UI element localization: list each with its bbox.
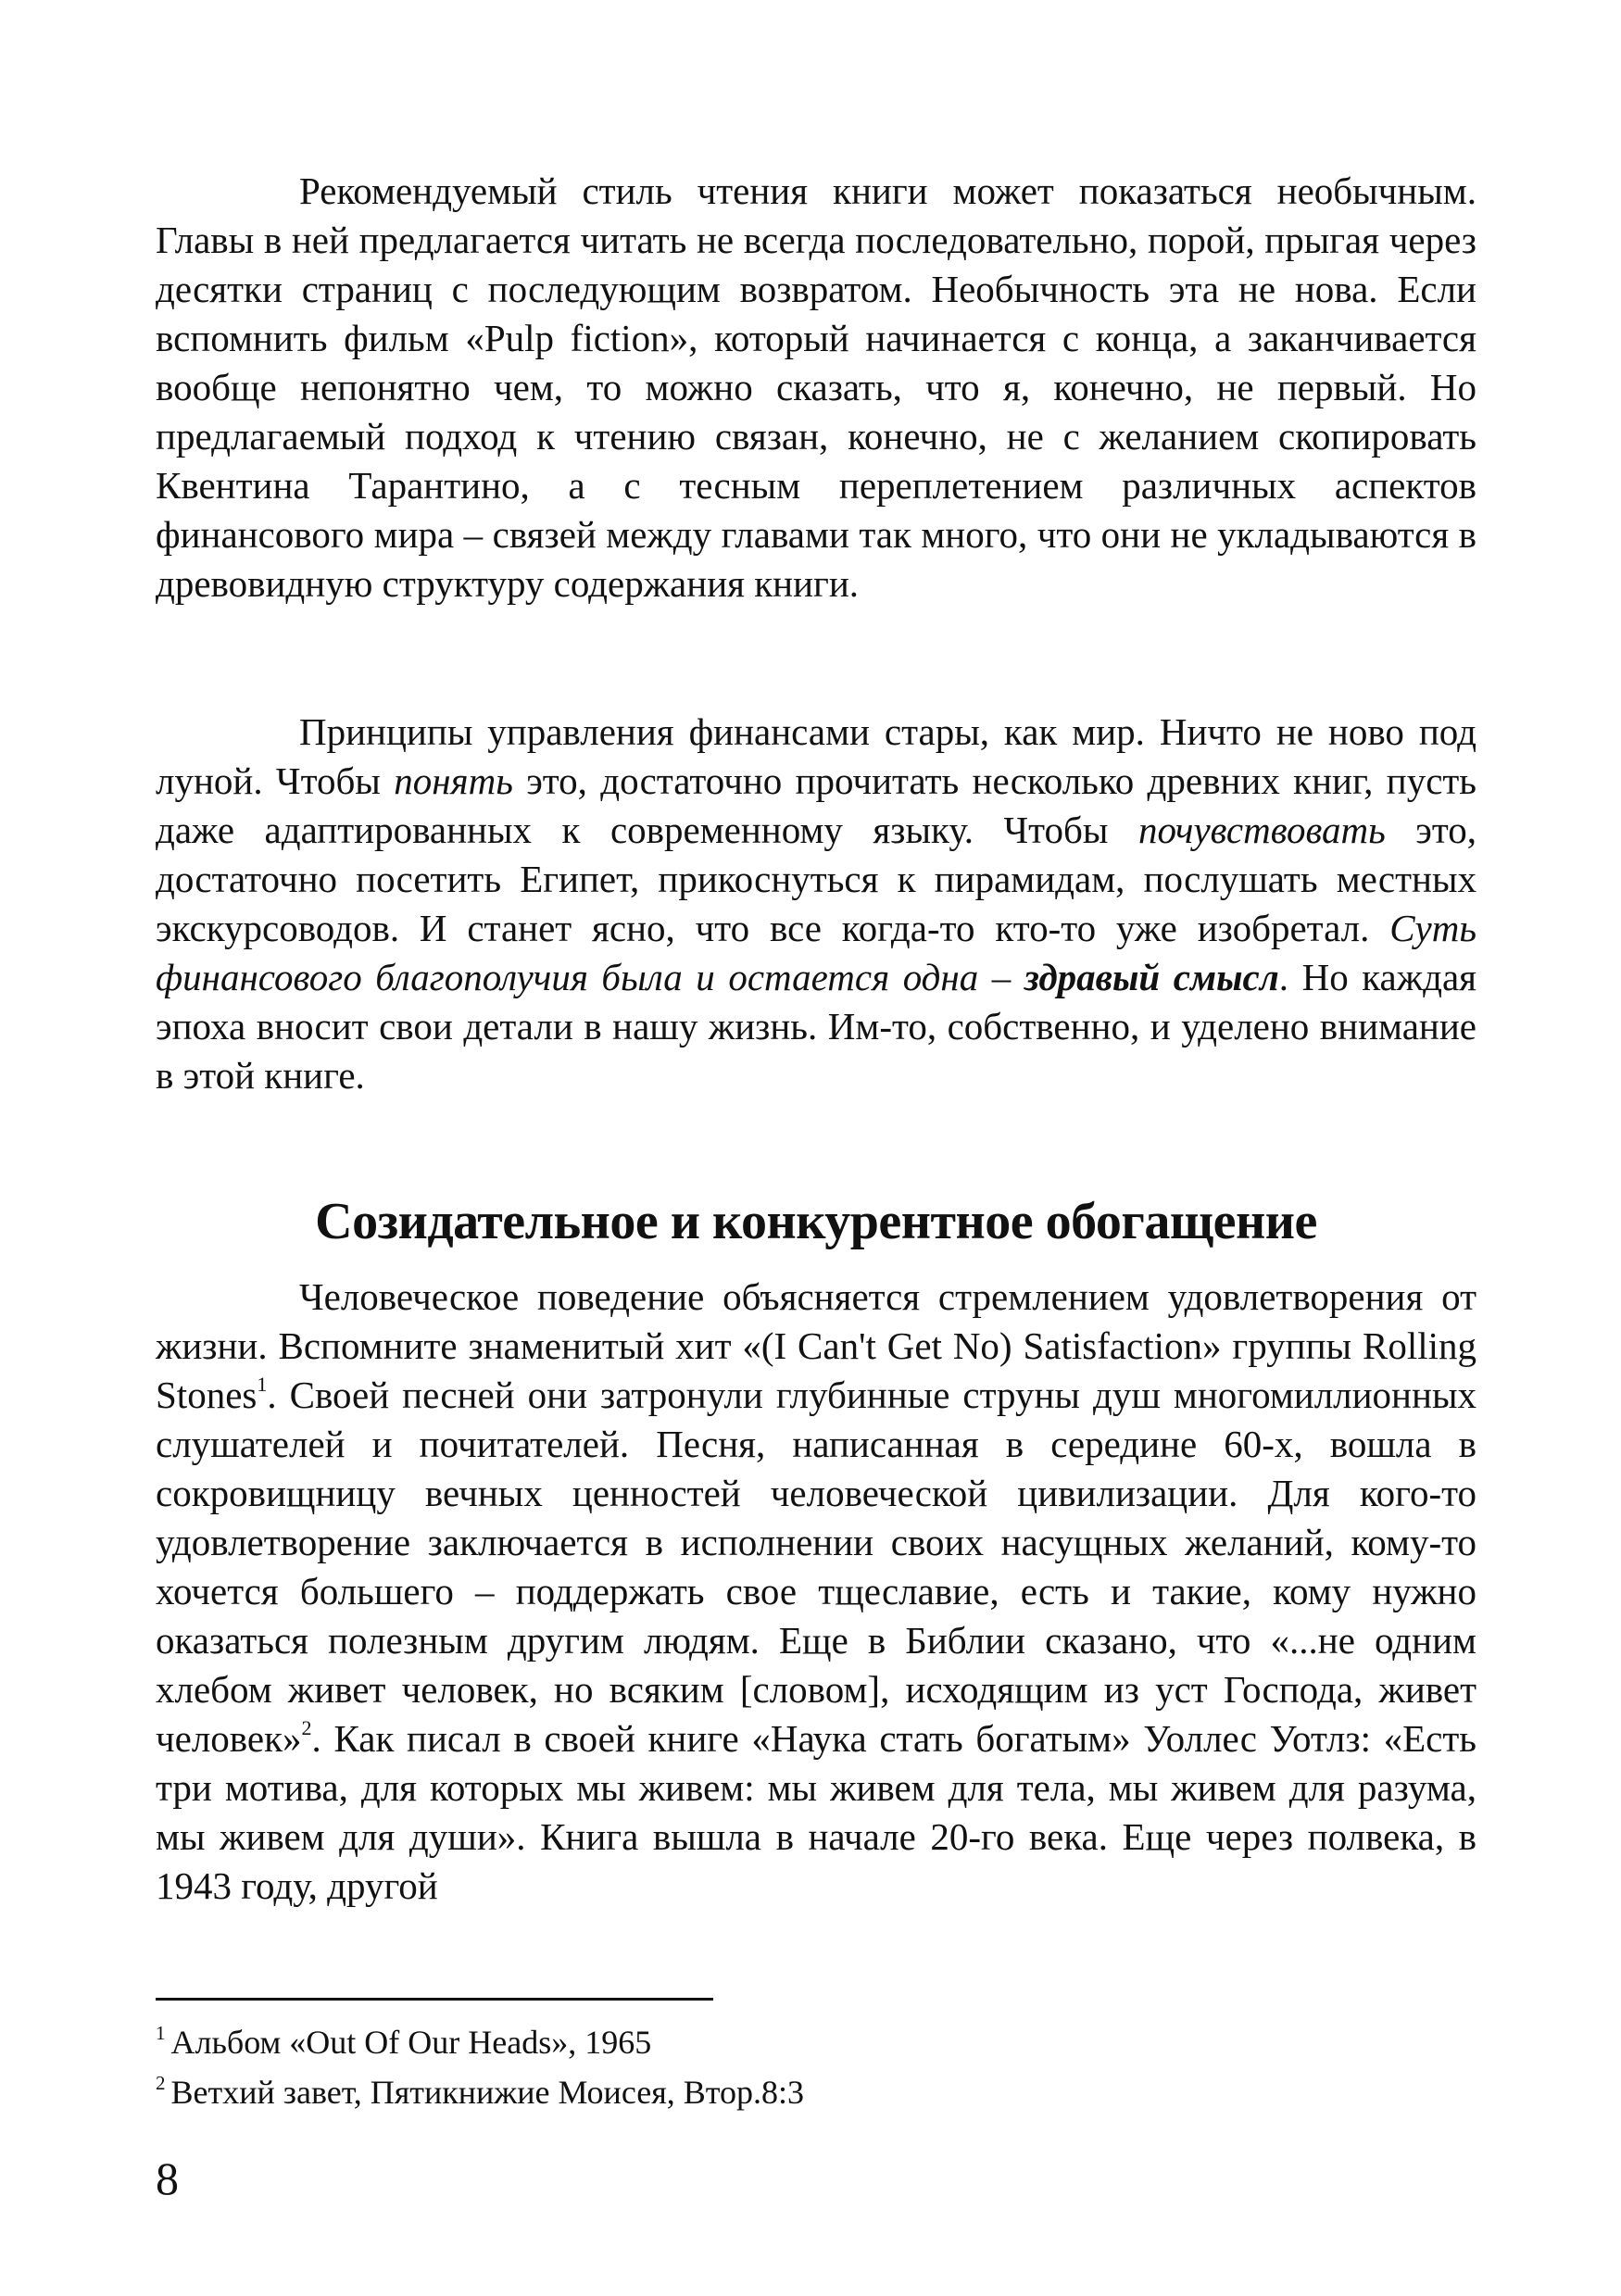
footnote — [156, 2017, 1476, 2067]
text-run: . Своей песней они затронули глубинные струны душ многомиллионных слушателей и почитателей. Песня, написанная в середине 60-х, вошла в сокровищницу вечных ценностей человеческой цивилизации. Для кого-то удовлетворение заключается в исполнении своих насущных желаний, кому-то хочется большего – поддержать свое тщеславие, есть и такие, кому нужно оказаться полезным другим людям. Еще в Библии сказано, что «...не одним хлебом живет человек, но всяким [словом], исходящим из уст Господа, живет человек» — [156, 1374, 1476, 1760]
paragraph-text — [156, 708, 1476, 1100]
footnote-number: 2 — [156, 2072, 166, 2094]
text-run: Человеческое поведение объясняется стремлением удовлетворения от жизни. Вспомните знаменитый хит «(I Can't Get No) Satisfaction» группы Rolling Stones — [156, 1275, 1476, 1416]
italic-emphasis: почувствовать — [1137, 809, 1386, 851]
footnotes — [156, 2017, 1476, 2117]
footnote-reference[interactable]: 2 — [301, 1716, 312, 1739]
footnote — [156, 2067, 1476, 2117]
text-run: Принципы управления финансами стары, как мир. Ничто не ново под луной. Чтобы — [156, 710, 1476, 802]
italic-emphasis: понять — [394, 759, 513, 802]
footnote-text: Альбом «Out Of Our Heads», 1965 — [170, 2024, 652, 2061]
section-heading: Созидательное и конкурентное обогащение — [315, 1193, 1317, 1250]
footnote-reference[interactable]: 1 — [257, 1373, 268, 1396]
text-run: это, достаточно прочитать несколько древних книг, пусть даже адаптированных к современному языку. Чтобы — [156, 759, 1477, 851]
italic-emphasis: Суть финансового благополучия была и остается одна – — [156, 907, 1476, 998]
bold-italic-emphasis: здравый смысл — [1024, 956, 1279, 998]
text-run: это, достаточно посетить Египет, прикоснуться к пирамидам, послушать местных экскурсоводов. И станет ясно, что все когда-то кто-то уже изобретал. — [156, 809, 1476, 949]
page-number: 8 — [156, 2152, 179, 2204]
paragraph-text: Рекомендуемый стиль чтения книги может показаться необычным. Главы в ней предлагается читать не всегда последовательно, порой, прыгая через десятки страниц с последующим возвратом. Необычность эта не нова. Если вспомнить фильм «Pulp fiction», который начинается с конца, а заканчивается вообще непонятно чем, то можно сказать, что я, конечно, не первый. Но предлагаемый подход к чтению связан, конечно, не с желанием скопировать Квентина Тарантино, а с тесным переплетением различных аспектов финансового мира – связей между главами так много, что они не укладываются в древовидную структуру содержания книги. — [156, 169, 1476, 605]
paragraph-text — [156, 1273, 1476, 1911]
paragraph-reading-style — [156, 167, 1476, 609]
text-run: . Как писал в своей книге «Наука стать богатым» Уоллес Уотлз: «Есть три мотива, для которых мы живем: мы живем для тела, мы живем для разума, мы живем для души». Книга вышла в начале 20-го века. Еще через полвека, в 1943 году, другой — [156, 1717, 1476, 1907]
text-run: . Но каждая эпоха вносит свои детали в нашу жизнь. Им-то, собственно, и уделено внимание в этой книге. — [156, 956, 1476, 1097]
footnote-number: 1 — [156, 2022, 166, 2044]
paragraph-finance-principles — [156, 708, 1476, 1100]
footnote-divider — [156, 1998, 713, 2001]
paragraph-satisfaction — [156, 1273, 1476, 1911]
footnote-text: Ветхий завет, Пятикнижие Моисея, Втор.8:3 — [170, 2074, 805, 2111]
